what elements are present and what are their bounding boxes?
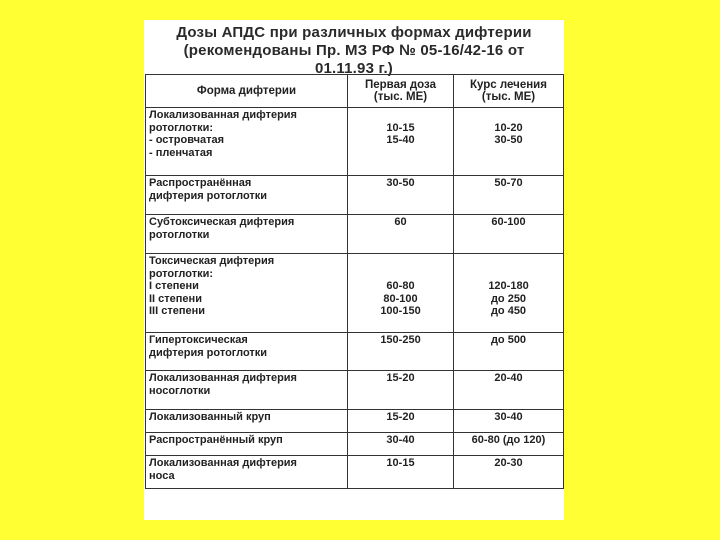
- course-cell: [454, 456, 564, 489]
- first-dose-value: 150-250: [380, 334, 421, 346]
- form-text: дифтерия ротоглотки: [149, 346, 268, 359]
- first-dose-value: 60-80: [386, 280, 415, 292]
- title-line-2: (рекомендованы Пр. МЗ РФ № 05-16/42-16 от: [183, 42, 525, 59]
- course-cell: [454, 333, 564, 371]
- first-dose-value: 15-20: [386, 411, 415, 423]
- form-cell: [146, 333, 348, 371]
- course-cell: [454, 254, 564, 333]
- first-dose-value: 80-100: [383, 292, 418, 305]
- table-row: [146, 254, 564, 333]
- course-value: 10-20: [494, 121, 523, 134]
- form-text: Распространённый круп: [149, 434, 283, 446]
- course-value: 60-100: [491, 216, 526, 228]
- course-value: 120-180: [488, 280, 529, 292]
- form-text: II степени: [149, 292, 202, 305]
- course-cell: [454, 108, 564, 176]
- table-row: [146, 333, 564, 371]
- first-dose-value: 30-40: [386, 434, 415, 446]
- form-cell: [146, 254, 348, 333]
- first-dose-value: 10-15: [386, 457, 415, 469]
- first-dose-cell: [348, 333, 454, 371]
- first-dose-cell: [348, 410, 454, 433]
- form-text: III степени: [149, 305, 206, 317]
- first-dose-value: 10-15: [386, 121, 415, 134]
- form-text: I степени: [149, 280, 199, 292]
- course-value: 30-50: [494, 134, 523, 146]
- table-row: [146, 176, 564, 215]
- course-cell: [454, 176, 564, 215]
- form-cell: [146, 176, 348, 215]
- title-line-1: Дозы АПДС при различных формах дифтерии: [176, 24, 532, 41]
- course-value: 20-30: [494, 457, 523, 469]
- form-text: - островчатая: [149, 134, 225, 146]
- first-dose-value: 60: [394, 216, 407, 228]
- header-form: Форма дифтерии: [146, 75, 348, 108]
- course-cell: [454, 410, 564, 433]
- first-dose-cell: [348, 433, 454, 456]
- first-dose-cell: [348, 215, 454, 254]
- course-cell: [454, 371, 564, 410]
- course-value: до 450: [490, 305, 527, 317]
- first-dose-cell: [348, 176, 454, 215]
- title-line-3: 01.11.93 г.): [314, 60, 394, 77]
- first-dose-cell: [348, 108, 454, 176]
- first-dose-cell: [348, 456, 454, 489]
- form-text: ротоглотки:: [149, 267, 214, 280]
- form-cell: [146, 371, 348, 410]
- first-dose-value: 100-150: [380, 305, 421, 317]
- form-text: носоглотки: [149, 384, 211, 397]
- dose-table: [145, 74, 564, 489]
- header-course: Курс лечения (тыс. МЕ): [454, 75, 564, 108]
- form-cell: [146, 108, 348, 176]
- first-dose-value: 15-20: [386, 372, 415, 384]
- form-text: Субтоксическая дифтерия: [149, 216, 295, 228]
- course-cell: [454, 215, 564, 254]
- course-value: 60-80 (до 120): [471, 434, 546, 446]
- form-text: Токсическая дифтерия: [149, 255, 275, 267]
- form-text: Локализованная дифтерия: [149, 372, 297, 384]
- table-row: [146, 433, 564, 456]
- course-value: 20-40: [494, 372, 523, 384]
- form-text: Локализованная дифтерия: [149, 457, 297, 469]
- form-cell: [146, 456, 348, 489]
- table-row: [146, 371, 564, 410]
- form-text: Локализованная дифтерия: [149, 109, 297, 121]
- table-row: [146, 215, 564, 254]
- form-text: Гипертоксическая: [149, 334, 248, 346]
- first-dose-value: 30-50: [386, 177, 415, 189]
- form-cell: [146, 215, 348, 254]
- form-text: - пленчатая: [149, 146, 213, 159]
- table-header-row: [146, 75, 564, 108]
- course-value: 30-40: [494, 411, 523, 423]
- first-dose-value: 15-40: [386, 134, 415, 146]
- table-row: [146, 456, 564, 489]
- form-text: дифтерия ротоглотки: [149, 189, 268, 202]
- first-dose-cell: [348, 371, 454, 410]
- course-value: до 250: [490, 292, 527, 305]
- form-text: Распространённая: [149, 177, 252, 189]
- table-row: [146, 108, 564, 176]
- first-dose-cell: [348, 254, 454, 333]
- form-text: ротоглотки:: [149, 121, 214, 134]
- course-cell: [454, 433, 564, 456]
- form-text: носа: [149, 469, 175, 482]
- document-title: [144, 24, 564, 78]
- form-text: Локализованный круп: [149, 411, 271, 423]
- table-row: [146, 410, 564, 433]
- form-cell: [146, 410, 348, 433]
- form-text: ротоглотки: [149, 228, 210, 241]
- course-value: до 500: [490, 334, 527, 346]
- header-first-dose: Первая доза (тыс. МЕ): [348, 75, 454, 108]
- course-value: 50-70: [494, 177, 523, 189]
- scanned-document: [144, 20, 564, 520]
- form-cell: [146, 433, 348, 456]
